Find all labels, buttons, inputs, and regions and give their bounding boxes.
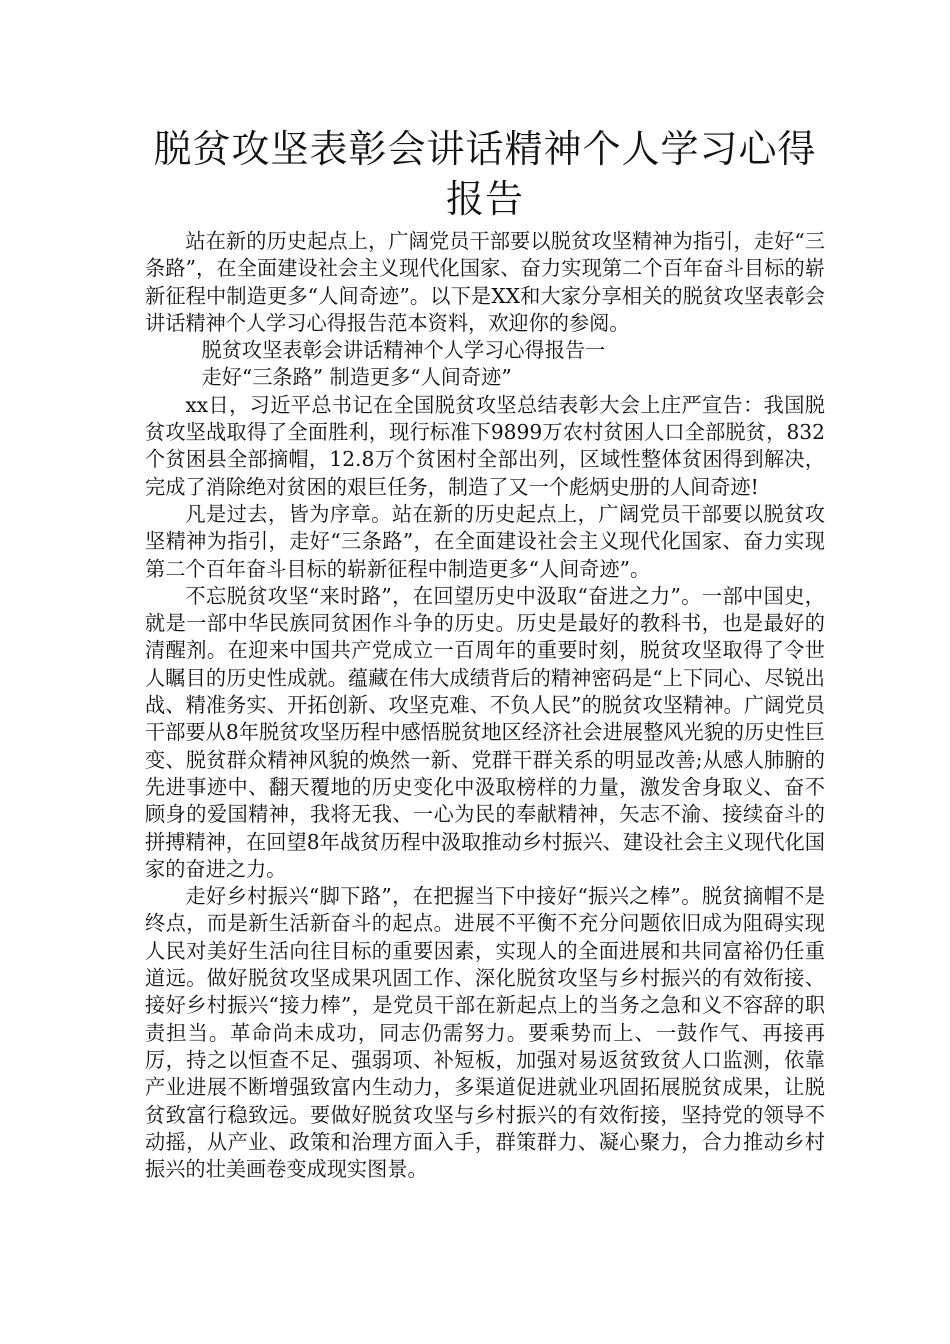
body-paragraph: 走好乡村振兴“脚下路”，在把握当下中接好“振兴之棒”。脱贫摘帽不是终点，而是新生活新奋斗的起点。进展不平衡不充分问题依旧成为阻碍实现人民对美好生活向往目标的重要因素，实现人的全面进展和共同富裕仍任重道远。做好脱贫攻坚成果巩固工作、深化脱贫攻坚与乡村振兴的有效衔接、接好乡村振兴“接力棒”，是党员干部在新起点上的当务之急和义不容辞的职责担当。革命尚未成功，同志仍需努力。要乘势而上、一鼓作气、再接再厉，持之以恒查不足、强弱项、补短板，加强对易返贫致贫人口监测，依靠产业进展不断增强致富内生动力，多渠道促进就业巩固拓展脱贫成果，让脱贫致富行稳致远。要做好脱贫攻坚与乡村振兴的有效衔接，坚持党的领导不动摇，从产业、政策和治理方面入手，群策群力、凝心聚力，合力推动乡村振兴的壮美画卷变成现实图景。	[145, 884, 825, 1182]
body-paragraph: 不忘脱贫攻坚“来时路”，在回望历史中汲取“奋进之力”。一部中国史，就是一部中华民族同贫困作斗争的历史。历史是最好的教科书，也是最好的清醒剂。在迎来中国共产党成立一百周年的重要时刻，脱贫攻坚取得了令世人瞩目的历史性成就。蕴藏在伟大成绩背后的精神密码是“上下同心、尽锐出战、精准务实、开拓创新、攻坚克难、不负人民”的脱贫攻坚精神。广阔党员干部要从8年脱贫攻坚历程中感悟脱贫地区经济社会进展整风光貌的历史性巨变、脱贫群众精神风貌的焕然一新、党群干群关系的明显改善;从感人肺腑的先进事迹中、翻天覆地的历史变化中汲取榜样的力量，激发舍身取义、奋不顾身的爱国精神，我将无我、一心为民的奉献精神，矢志不渝、接续奋斗的拼搏精神，在回望8年战贫历程中汲取推动乡村振兴、建设社会主义现代化国家的奋进之力。	[145, 583, 825, 881]
document-page	[145, 124, 825, 1183]
section-subtitle: 走好“三条路” 制造更多“人间奇迹”	[201, 365, 512, 390]
document-title: 脱贫攻坚表彰会讲话精神个人学习心得报告	[153, 127, 817, 221]
body-paragraph: 凡是过去，皆为序章。站在新的历史起点上，广阔党员干部要以脱贫攻坚精神为指引，走好“三条路”，在全面建设社会主义现代化国家、奋力实现第二个百年奋斗目标的崭新征程中制造更多“人间奇迹”。	[145, 501, 825, 581]
body-paragraph: xx日，习近平总书记在全国脱贫攻坚总结表彰大会上庄严宣告：我国脱贫攻坚战取得了全面胜利，现行标准下9899万农村贫困人口全部脱贫，832个贫困县全部摘帽，12.8万个贫困村全部出列，区域性整体贫困得到解决，完成了消除绝对贫困的艰巨任务，制造了又一个彪炳史册的人间奇迹!	[145, 392, 825, 499]
section-title: 脱贫攻坚表彰会讲话精神个人学习心得报告一	[201, 338, 606, 363]
intro-paragraph: 站在新的历史起点上，广阔党员干部要以脱贫攻坚精神为指引，走好“三条路”，在全面建设社会主义现代化国家、奋力实现第二个百年奋斗目标的崭新征程中制造更多“人间奇迹”。以下是XX和大家分享相关的脱贫攻坚表彰会讲话精神个人学习心得报告范本资料，欢迎你的参阅。	[145, 229, 825, 335]
